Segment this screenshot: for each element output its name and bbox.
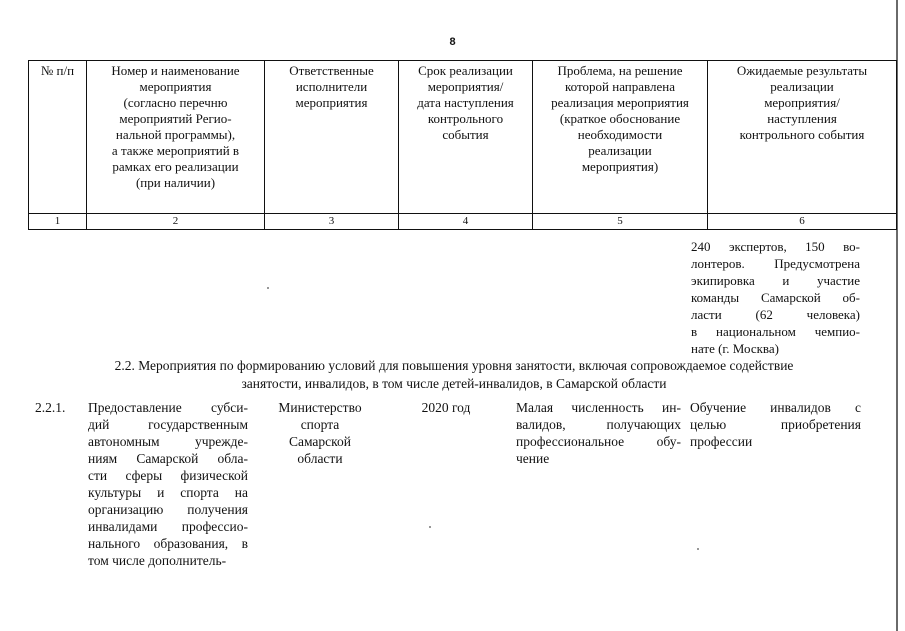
section-heading-line: 2.2. Мероприятия по формированию условий для повышения уровня занятости, включая сопровождаемое содействие xyxy=(114,358,794,373)
header-text: Проблема, на решение xyxy=(557,63,683,78)
header-text: наступления xyxy=(767,111,837,126)
header-text: Ответственные xyxy=(289,63,374,78)
section-heading-line: занятости, инвалидов, в том числе детей-инвалидов, в Самарской области xyxy=(241,376,667,391)
result-line: профессии xyxy=(690,434,753,449)
header-text: а также мероприятий в xyxy=(111,143,240,158)
measure-name-line: ниям Самарской обла- xyxy=(88,451,248,466)
continuation-line: команды Самарской об- xyxy=(691,290,860,305)
header-text: исполнители xyxy=(295,79,368,94)
column-number: 5 xyxy=(533,214,708,230)
header-text: реализация мероприятия xyxy=(551,95,689,110)
header-text: Ожидаемые результаты xyxy=(736,63,868,78)
column-number: 1 xyxy=(29,214,87,230)
header-text: реализации xyxy=(588,143,652,158)
measure-name-line: организацию получения xyxy=(88,502,248,517)
continuation-line: нате (г. Москва) xyxy=(691,341,779,356)
header-text: мероприятия xyxy=(295,95,368,110)
header-text: контрольного xyxy=(427,111,504,126)
header-cell-number xyxy=(29,61,87,214)
header-text: дата наступления xyxy=(417,95,514,110)
measure-name-line: автономным учрежде- xyxy=(88,434,248,449)
problem-line: валидов, получающих xyxy=(516,417,681,432)
problem-line: чение xyxy=(516,451,550,466)
column-number: 2 xyxy=(87,214,265,230)
scan-speck xyxy=(267,287,269,289)
header-text: (при наличии) xyxy=(135,175,216,190)
column-number: 6 xyxy=(708,214,897,230)
page-number: 8 xyxy=(449,36,456,48)
result-line: целью приобретения xyxy=(690,417,861,432)
header-cell-executors xyxy=(265,61,399,214)
header-row xyxy=(29,61,897,214)
header-text: мероприятия xyxy=(139,79,212,94)
executor-line: Самарской xyxy=(288,434,352,449)
continuation-line: экипировка и участие xyxy=(691,273,860,288)
measure-name-line: сти сферы физической xyxy=(88,468,248,483)
header-cell-term xyxy=(399,61,533,214)
column-number: 3 xyxy=(265,214,399,230)
executor-line: спорта xyxy=(300,417,340,432)
header-text: необходимости xyxy=(577,127,663,142)
measure-name-line: инвалидами профессио- xyxy=(88,519,248,534)
header-text: контрольного события xyxy=(739,127,865,142)
header-text: Срок реализации xyxy=(418,63,513,78)
header-text: (согласно перечню xyxy=(123,95,228,110)
continuation-line: в национальном чемпио- xyxy=(691,324,860,339)
header-text: мероприятия) xyxy=(581,159,659,174)
header-cell-name xyxy=(87,61,265,214)
executor-line: Министерство xyxy=(278,400,362,415)
expected-results xyxy=(690,399,861,450)
problem-line: Малая численность ин- xyxy=(516,400,681,415)
header-text: реализации xyxy=(770,79,834,94)
continuation-line: лонтеров. Предусмотрена xyxy=(691,256,860,271)
continuation-text xyxy=(691,238,860,357)
problem-description xyxy=(516,399,681,467)
section-heading xyxy=(40,357,868,393)
header-cell-problem xyxy=(533,61,708,214)
header-text: мероприятий Регио- xyxy=(119,111,232,126)
column-number: 4 xyxy=(399,214,533,230)
measure-name xyxy=(88,399,248,569)
header-text: № п/п xyxy=(40,63,75,78)
executor xyxy=(262,399,378,467)
row-number: 2.2.1. xyxy=(35,400,66,415)
header-table xyxy=(28,60,897,230)
measure-name-line: нального образования, в xyxy=(88,536,248,551)
scan-speck xyxy=(697,548,699,550)
header-text: (краткое обоснование xyxy=(559,111,681,126)
implementation-term: 2020 год xyxy=(421,400,471,415)
measure-name-line: дий государственным xyxy=(88,417,248,432)
measure-name-line: том числе дополнитель- xyxy=(88,553,227,568)
header-text: мероприятия/ xyxy=(427,79,504,94)
header-text: рамках его реализации xyxy=(112,159,239,174)
continuation-line: ласти (62 человека) xyxy=(691,307,860,322)
problem-line: профессиональное обу- xyxy=(516,434,681,449)
measure-name-line: Предоставление субси- xyxy=(88,400,248,415)
header-text: нальной программы), xyxy=(115,127,236,142)
scan-speck xyxy=(429,526,431,528)
header-cell-results xyxy=(708,61,897,214)
result-line: Обучение инвалидов с xyxy=(690,400,861,415)
header-text: Номер и наименование xyxy=(111,63,240,78)
header-text: события xyxy=(442,127,489,142)
column-number-row xyxy=(29,214,897,230)
continuation-line: 240 экспертов, 150 во- xyxy=(691,239,860,254)
measure-name-line: культуры и спорта на xyxy=(88,485,248,500)
executor-line: области xyxy=(297,451,343,466)
header-text: мероприятия/ xyxy=(764,95,840,110)
header-text: которой направлена xyxy=(565,79,675,94)
